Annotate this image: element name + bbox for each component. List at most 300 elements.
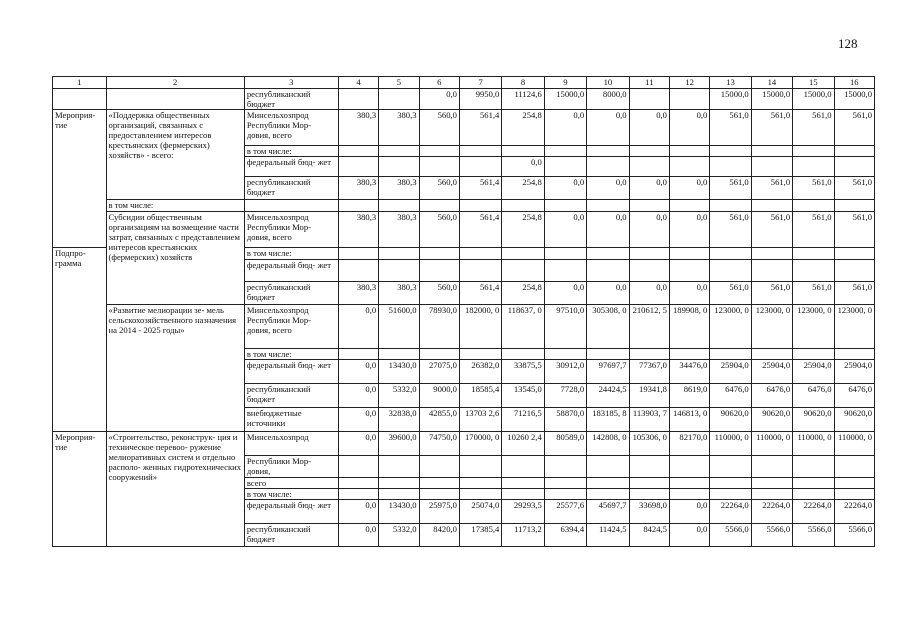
value-cell: [629, 200, 669, 212]
value-cell: [751, 146, 792, 157]
row-type-cell: Мероприя- тие: [53, 110, 107, 248]
value-cell: [379, 89, 419, 110]
value-cell: 0,0: [587, 282, 629, 305]
funding-source-cell: в том числе:: [244, 248, 338, 260]
value-cell: 561,4: [459, 110, 501, 146]
value-cell: [502, 456, 544, 478]
value-cell: 123000, 0: [834, 305, 874, 349]
value-cell: 77367,0: [629, 360, 669, 384]
value-cell: [544, 248, 586, 260]
value-cell: [338, 200, 378, 212]
value-cell: [459, 157, 501, 177]
value-cell: [793, 146, 834, 157]
value-cell: 105306, 0: [629, 432, 669, 456]
value-cell: 561,0: [751, 110, 792, 146]
value-cell: [710, 489, 751, 500]
value-cell: [459, 456, 501, 478]
header-cell: 6: [419, 77, 459, 89]
value-cell: [502, 349, 544, 360]
value-cell: 561,0: [834, 212, 874, 248]
value-cell: [544, 260, 586, 282]
value-cell: 0,0: [338, 305, 378, 349]
value-cell: [419, 349, 459, 360]
value-cell: [710, 260, 751, 282]
value-cell: 0,0: [669, 524, 709, 547]
value-cell: 0,0: [338, 524, 378, 547]
value-cell: [379, 260, 419, 282]
value-cell: 32838,0: [379, 408, 419, 432]
value-cell: [502, 489, 544, 500]
value-cell: 0,0: [338, 432, 378, 456]
value-cell: 97697,7: [587, 360, 629, 384]
funding-source-cell: федеральный бюд- жет: [244, 500, 338, 524]
value-cell: [419, 200, 459, 212]
header-cell: 14: [751, 77, 792, 89]
value-cell: 80589,0: [544, 432, 586, 456]
value-cell: 183185, 8: [587, 408, 629, 432]
value-cell: [751, 349, 792, 360]
program-name-cell: [106, 89, 244, 110]
value-cell: 15000,0: [710, 89, 751, 110]
value-cell: 0,0: [587, 177, 629, 200]
value-cell: 26382,0: [459, 360, 501, 384]
value-cell: [502, 478, 544, 489]
value-cell: [544, 146, 586, 157]
value-cell: 22264,0: [793, 500, 834, 524]
value-cell: 11713,2: [502, 524, 544, 547]
value-cell: 561,0: [710, 212, 751, 248]
value-cell: 254,8: [502, 282, 544, 305]
value-cell: [834, 200, 874, 212]
value-cell: 561,0: [793, 177, 834, 200]
header-cell: 8: [502, 77, 544, 89]
value-cell: 30912,0: [544, 360, 586, 384]
value-cell: 29293,5: [502, 500, 544, 524]
value-cell: 25904,0: [751, 360, 792, 384]
value-cell: [710, 157, 751, 177]
value-cell: 182000, 0: [459, 305, 501, 349]
value-cell: 78930,0: [419, 305, 459, 349]
value-cell: [834, 489, 874, 500]
value-cell: [834, 157, 874, 177]
funding-source-cell: Республики Мор- довия,: [244, 456, 338, 478]
table-header-row: [53, 77, 875, 89]
value-cell: [669, 248, 709, 260]
value-cell: [669, 456, 709, 478]
value-cell: 0,0: [669, 110, 709, 146]
value-cell: [544, 349, 586, 360]
value-cell: 0,0: [502, 157, 544, 177]
funding-source-cell: республиканский бюджет: [244, 282, 338, 305]
value-cell: [793, 489, 834, 500]
value-cell: [459, 478, 501, 489]
value-cell: [502, 260, 544, 282]
value-cell: 22264,0: [751, 500, 792, 524]
value-cell: [419, 157, 459, 177]
value-cell: 5332,0: [379, 524, 419, 547]
value-cell: [338, 456, 378, 478]
funding-source-cell: федеральный бюд- жет: [244, 360, 338, 384]
value-cell: 90620,0: [710, 408, 751, 432]
value-cell: 6476,0: [834, 384, 874, 408]
value-cell: [793, 349, 834, 360]
header-cell: 12: [669, 77, 709, 89]
table-row: [53, 200, 875, 212]
value-cell: [793, 157, 834, 177]
value-cell: 5566,0: [710, 524, 751, 547]
value-cell: [587, 157, 629, 177]
funding-source-cell: в том числе:: [244, 349, 338, 360]
value-cell: [669, 146, 709, 157]
value-cell: [587, 248, 629, 260]
value-cell: [459, 200, 501, 212]
value-cell: 22264,0: [834, 500, 874, 524]
value-cell: 15000,0: [834, 89, 874, 110]
value-cell: 13430,0: [379, 360, 419, 384]
value-cell: 110000, 0: [793, 432, 834, 456]
value-cell: 7728,0: [544, 384, 586, 408]
value-cell: [419, 456, 459, 478]
value-cell: 561,0: [710, 282, 751, 305]
value-cell: 25577,6: [544, 500, 586, 524]
value-cell: 561,4: [459, 177, 501, 200]
value-cell: [502, 248, 544, 260]
value-cell: [338, 248, 378, 260]
value-cell: [459, 146, 501, 157]
value-cell: 39600,0: [379, 432, 419, 456]
value-cell: 380,3: [338, 282, 378, 305]
value-cell: 189908, 0: [669, 305, 709, 349]
value-cell: 5332,0: [379, 384, 419, 408]
value-cell: 0,0: [629, 110, 669, 146]
value-cell: [834, 456, 874, 478]
value-cell: 11424,5: [587, 524, 629, 547]
value-cell: 380,3: [379, 177, 419, 200]
value-cell: 0,0: [587, 212, 629, 248]
value-cell: [710, 146, 751, 157]
value-cell: 110000, 0: [710, 432, 751, 456]
value-cell: 58870,0: [544, 408, 586, 432]
value-cell: [629, 248, 669, 260]
value-cell: 25074,0: [459, 500, 501, 524]
value-cell: 0,0: [669, 282, 709, 305]
value-cell: [751, 248, 792, 260]
value-cell: [419, 489, 459, 500]
header-cell: 7: [459, 77, 501, 89]
value-cell: 380,3: [338, 110, 378, 146]
value-cell: 380,3: [379, 212, 419, 248]
value-cell: [587, 456, 629, 478]
value-cell: [587, 200, 629, 212]
value-cell: 0,0: [629, 212, 669, 248]
value-cell: 110000, 0: [834, 432, 874, 456]
value-cell: [669, 200, 709, 212]
value-cell: [587, 478, 629, 489]
value-cell: 6394,4: [544, 524, 586, 547]
value-cell: 0,0: [544, 177, 586, 200]
value-cell: [629, 349, 669, 360]
value-cell: [587, 489, 629, 500]
value-cell: [544, 489, 586, 500]
value-cell: [834, 260, 874, 282]
value-cell: [459, 349, 501, 360]
value-cell: [379, 478, 419, 489]
header-cell: 16: [834, 77, 874, 89]
funding-source-cell: Минсельхозпрод Республики Мор- довия, всего: [244, 212, 338, 248]
value-cell: 561,4: [459, 282, 501, 305]
value-cell: [629, 489, 669, 500]
value-cell: [587, 349, 629, 360]
value-cell: 13703 2,6: [459, 408, 501, 432]
value-cell: 34476,0: [669, 360, 709, 384]
value-cell: 90620,0: [834, 408, 874, 432]
row-type-cell: Мероприя- тие: [53, 432, 107, 547]
value-cell: 254,8: [502, 177, 544, 200]
row-type-cell: Подпро- грамма: [53, 248, 107, 432]
value-cell: [459, 260, 501, 282]
value-cell: 561,0: [834, 177, 874, 200]
value-cell: 8619,0: [669, 384, 709, 408]
value-cell: 6476,0: [751, 384, 792, 408]
value-cell: [379, 349, 419, 360]
value-cell: [338, 489, 378, 500]
funding-source-cell: Минсельхозпрод Республики Мор- довия, всего: [244, 110, 338, 146]
value-cell: 24424,5: [587, 384, 629, 408]
value-cell: 210612, 5: [629, 305, 669, 349]
value-cell: 8000,0: [587, 89, 629, 110]
value-cell: 15000,0: [544, 89, 586, 110]
value-cell: [629, 89, 669, 110]
value-cell: [793, 248, 834, 260]
value-cell: [379, 157, 419, 177]
value-cell: [669, 489, 709, 500]
value-cell: [379, 456, 419, 478]
funding-source-cell: республиканский бюджет: [244, 177, 338, 200]
value-cell: [793, 260, 834, 282]
value-cell: 560,0: [419, 177, 459, 200]
funding-source-cell: республиканский бюджет: [244, 524, 338, 547]
program-name-cell: в том числе:: [106, 200, 244, 212]
value-cell: 123000, 0: [751, 305, 792, 349]
value-cell: [710, 200, 751, 212]
value-cell: 561,0: [834, 282, 874, 305]
value-cell: [629, 478, 669, 489]
value-cell: 10260 2,4: [502, 432, 544, 456]
funding-source-cell: внебюджетные источники: [244, 408, 338, 432]
funding-source-cell: республиканский бюджет: [244, 384, 338, 408]
value-cell: 0,0: [669, 212, 709, 248]
value-cell: [669, 478, 709, 489]
header-cell: 10: [587, 77, 629, 89]
value-cell: [544, 478, 586, 489]
funding-source-cell: в том числе:: [244, 489, 338, 500]
value-cell: 0,0: [338, 384, 378, 408]
table-row: [53, 110, 875, 146]
value-cell: 18585,4: [459, 384, 501, 408]
funding-source-cell: Минсельхозпрод: [244, 432, 338, 456]
value-cell: [587, 260, 629, 282]
value-cell: [751, 456, 792, 478]
value-cell: [669, 89, 709, 110]
value-cell: 15000,0: [751, 89, 792, 110]
value-cell: 380,3: [338, 212, 378, 248]
value-cell: [544, 200, 586, 212]
value-cell: [419, 248, 459, 260]
program-name-cell: «Строительство, реконструк- ция и техническое перевоо- ружение мелиоративных систем и отдельно располо- женных гидротехнических сооружений»: [106, 432, 244, 547]
value-cell: 0,0: [338, 408, 378, 432]
value-cell: 8424,5: [629, 524, 669, 547]
value-cell: [459, 248, 501, 260]
value-cell: [710, 456, 751, 478]
value-cell: 11124,6: [502, 89, 544, 110]
value-cell: 0,0: [419, 89, 459, 110]
value-cell: [629, 157, 669, 177]
value-cell: 90620,0: [751, 408, 792, 432]
value-cell: 42855,0: [419, 408, 459, 432]
value-cell: [338, 478, 378, 489]
value-cell: [669, 349, 709, 360]
value-cell: 6476,0: [710, 384, 751, 408]
value-cell: 560,0: [419, 212, 459, 248]
value-cell: 380,3: [379, 110, 419, 146]
value-cell: [751, 478, 792, 489]
value-cell: [834, 248, 874, 260]
value-cell: [629, 146, 669, 157]
value-cell: 25904,0: [793, 360, 834, 384]
value-cell: [544, 157, 586, 177]
page-number: 128: [838, 36, 858, 51]
value-cell: [502, 200, 544, 212]
value-cell: [544, 456, 586, 478]
value-cell: [751, 157, 792, 177]
value-cell: 5566,0: [834, 524, 874, 547]
value-cell: 0,0: [338, 360, 378, 384]
value-cell: [793, 456, 834, 478]
funding-source-cell: федеральный бюд- жет: [244, 157, 338, 177]
value-cell: 9000,0: [419, 384, 459, 408]
value-cell: 82170,0: [669, 432, 709, 456]
value-cell: [459, 489, 501, 500]
value-cell: [379, 489, 419, 500]
value-cell: 561,0: [793, 110, 834, 146]
value-cell: 97510,0: [544, 305, 586, 349]
value-cell: [669, 260, 709, 282]
header-cell: 3: [244, 77, 338, 89]
value-cell: [338, 89, 378, 110]
value-cell: [669, 157, 709, 177]
value-cell: 6476,0: [793, 384, 834, 408]
value-cell: 15000,0: [793, 89, 834, 110]
header-cell: 11: [629, 77, 669, 89]
value-cell: [587, 146, 629, 157]
value-cell: 0,0: [544, 282, 586, 305]
value-cell: [834, 478, 874, 489]
value-cell: 8420,0: [419, 524, 459, 547]
program-name-cell: «Развитие мелиорации зе- мель сельскохозяйственного назначения на 2014 - 2025 годы»: [106, 305, 244, 432]
program-name-cell: «Поддержка общественных организаций, связанных с предоставлением интересов крестьянских (фермерских) хозяйств» - всего:: [106, 110, 244, 200]
value-cell: [379, 146, 419, 157]
value-cell: 71216,5: [502, 408, 544, 432]
value-cell: 25904,0: [710, 360, 751, 384]
header-cell: 2: [106, 77, 244, 89]
value-cell: 380,3: [379, 282, 419, 305]
budget-table: [52, 76, 875, 547]
header-cell: 5: [379, 77, 419, 89]
value-cell: [751, 489, 792, 500]
value-cell: [751, 200, 792, 212]
header-cell: 15: [793, 77, 834, 89]
value-cell: 123000, 0: [793, 305, 834, 349]
value-cell: 45697,7: [587, 500, 629, 524]
value-cell: 33698,0: [629, 500, 669, 524]
value-cell: [834, 146, 874, 157]
value-cell: 146813, 0: [669, 408, 709, 432]
header-cell: 1: [53, 77, 107, 89]
value-cell: 170000, 0: [459, 432, 501, 456]
value-cell: 254,8: [502, 212, 544, 248]
value-cell: 5566,0: [793, 524, 834, 547]
value-cell: [419, 260, 459, 282]
value-cell: 0,0: [338, 500, 378, 524]
funding-source-cell: в том числе:: [244, 146, 338, 157]
value-cell: 0,0: [587, 110, 629, 146]
value-cell: 254,8: [502, 110, 544, 146]
value-cell: 5566,0: [751, 524, 792, 547]
value-cell: [338, 157, 378, 177]
table-row: [53, 432, 875, 456]
value-cell: 0,0: [544, 212, 586, 248]
value-cell: 33875,5: [502, 360, 544, 384]
value-cell: 17385,4: [459, 524, 501, 547]
value-cell: 110000, 0: [751, 432, 792, 456]
row-type-cell: [53, 89, 107, 110]
header-cell: 4: [338, 77, 378, 89]
value-cell: [710, 478, 751, 489]
value-cell: 0,0: [544, 110, 586, 146]
value-cell: 561,0: [710, 177, 751, 200]
value-cell: [338, 146, 378, 157]
funding-source-cell: федеральный бюд- жет: [244, 260, 338, 282]
value-cell: 13430,0: [379, 500, 419, 524]
header-cell: 13: [710, 77, 751, 89]
value-cell: 560,0: [419, 110, 459, 146]
value-cell: [710, 349, 751, 360]
value-cell: 561,0: [751, 282, 792, 305]
value-cell: 25904,0: [834, 360, 874, 384]
value-cell: 25975,0: [419, 500, 459, 524]
value-cell: [834, 349, 874, 360]
value-cell: 113903, 7: [629, 408, 669, 432]
value-cell: 22264,0: [710, 500, 751, 524]
funding-source-cell: всего: [244, 478, 338, 489]
value-cell: 561,0: [793, 212, 834, 248]
value-cell: [338, 349, 378, 360]
table-row: [53, 212, 875, 248]
value-cell: [710, 248, 751, 260]
table-row: [53, 89, 875, 110]
table-row: [53, 305, 875, 349]
value-cell: 51600,0: [379, 305, 419, 349]
value-cell: 13545,0: [502, 384, 544, 408]
value-cell: 0,0: [629, 282, 669, 305]
funding-source-cell: республиканский бюджет: [244, 89, 338, 110]
value-cell: 561,0: [751, 212, 792, 248]
value-cell: 561,4: [459, 212, 501, 248]
value-cell: 9950,0: [459, 89, 501, 110]
header-cell: 9: [544, 77, 586, 89]
value-cell: [751, 260, 792, 282]
value-cell: 118637, 0: [502, 305, 544, 349]
